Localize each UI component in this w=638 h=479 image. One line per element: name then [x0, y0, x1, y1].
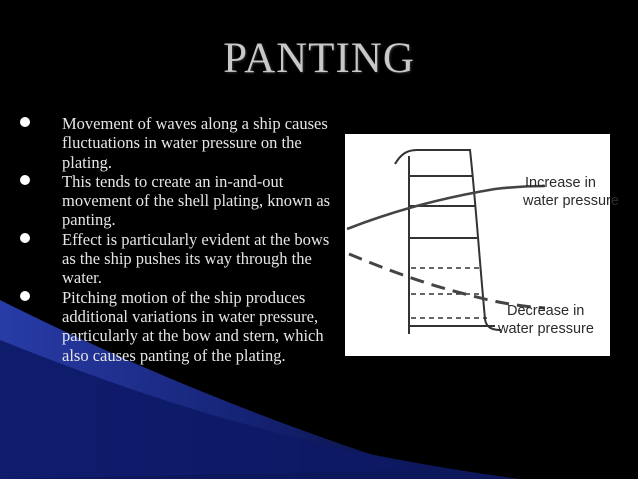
decrease-label-line1: Decrease in	[507, 303, 585, 319]
decrease-label-line2: water pressure	[498, 321, 594, 337]
bullet-dot-icon	[20, 291, 30, 301]
decrease-pressure-curve	[349, 254, 545, 308]
bullet-dot-icon	[20, 175, 30, 185]
bullet-dot-icon	[20, 233, 30, 243]
slide-title: PANTING	[223, 35, 415, 82]
increase-pressure-curve	[347, 186, 545, 229]
bullet-list	[18, 114, 338, 365]
bullet-text: Movement of waves along a ship causes fluctuations in water pressure on the plating.	[62, 114, 328, 172]
bullet-dot-icon	[20, 117, 30, 127]
bullet-text: Effect is particularly evident at the bows as the ship pushes its way through the water.	[62, 229, 330, 288]
increase-label-line1: Increase in	[525, 175, 596, 191]
increase-label-line2: water pressure	[523, 193, 619, 209]
bullet-text: This tends to create an in-and-out movement of the shell plating, known as panting.	[62, 171, 331, 230]
bullet-item	[18, 288, 338, 365]
bullet-item	[18, 230, 338, 288]
bullet-item	[18, 114, 338, 172]
bullet-item	[18, 172, 338, 230]
panting-diagram	[345, 134, 619, 356]
bullet-text: Pitching motion of the ship produces additional variations in water pressure, particularly at the bow and stern, which also causes panting of the plating.	[62, 287, 324, 365]
